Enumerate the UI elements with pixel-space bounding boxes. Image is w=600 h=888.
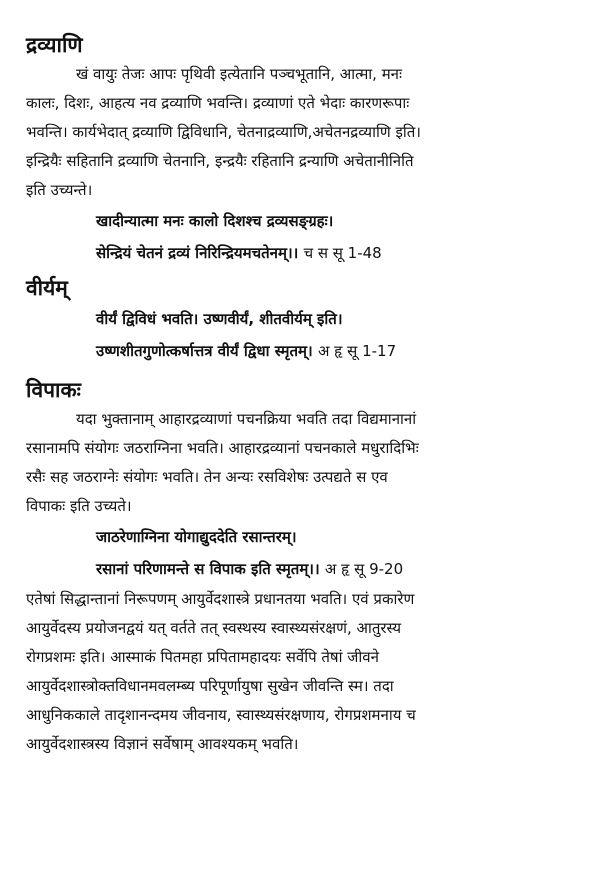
text-line: कालः, दिशः, आहत्य नव द्रव्याणि भवन्ति। द्रव्याणां एते भेदाः कारणरूपाः	[26, 94, 410, 112]
text-line: आयुर्वेदशास्त्रोक्तविधानमवलम्ब्य परिपूर्णायुषा सुखेन जीवन्ति स्म। तदा	[26, 677, 394, 695]
text-line: आधुनिककाले तादृशानन्दमय जीवनाय, स्वास्थ्यसंरक्षणाय, रोगप्रशमनाय च	[26, 706, 416, 724]
heading-viryam: वीर्यम्	[26, 276, 68, 300]
paragraph-vipaka	[26, 405, 574, 521]
verse-text: सेन्द्रियं चेतनं द्रव्यं निरिन्द्रियमचतेनम्।।	[96, 244, 299, 262]
paragraph-closing	[26, 585, 574, 759]
text-line: एतेषां सिद्धान्तानां निरूपणम् आयुर्वेदशास्त्रे प्रधानतया भवति। एवं प्रकारेण	[26, 590, 415, 608]
verse-line: जाठरेणाग्निना योगाद्युददेति रसान्तरम्।	[96, 528, 297, 546]
paragraph-dravyani	[26, 60, 574, 205]
text-line: आयुर्वेदस्य प्रयोजनद्वयं यत् वर्तते तत् स्वस्थस्य स्वास्थ्यसंरक्षणं, आतुरस्य	[26, 619, 402, 637]
text-line: रसैः सह जठराग्नेः संयोगः भवति। तेन अन्यः रसविशेषः उत्पद्यते स एव	[26, 468, 388, 486]
verse-text: रसानां परिणामन्ते स विपाक इति स्मृतम्।।	[96, 560, 320, 578]
text-line: खं वायुः तेजः आपः पृथिवी इत्येतानि पञ्चभूतानि, आत्मा, मनः	[76, 65, 403, 83]
verse-reference: अ हृ सू 1-17	[317, 342, 397, 360]
verse-line-with-ref	[96, 335, 574, 367]
verse-line-with-ref	[96, 237, 574, 269]
verse-line: खादीन्यात्मा मनः कालो दिशश्च द्रव्यसङ्ग्रहः।	[96, 212, 334, 230]
text-line: रोगप्रशमः इति। आस्माकं पितमहा प्रपितामहादयः सर्वेपि तेषां जीवने	[26, 648, 379, 666]
text-line: इति उच्यन्ते।	[26, 181, 93, 199]
text-line: यदा भुक्तानाम् आहारद्रव्याणां पचनक्रिया भवति तदा विद्यमानानां	[76, 410, 417, 428]
verse-line: वीर्यं द्विविधं भवति। उष्णवीर्यं, शीतवीर्यम् इति।	[96, 310, 343, 328]
text-line: विपाकः इति उच्यते।	[26, 497, 132, 515]
text-line: इन्द्रियैः सहितानि द्रव्याणि चेतनानि, इन्द्रयैः रहितानि द्रन्याणि अचेतानीनिति	[26, 152, 414, 170]
text-line: भवन्ति। कार्यभेदात् द्रव्याणि द्विविधानि, चेतनाद्रव्याणि,अचेतनद्रव्याणि इति।	[26, 123, 421, 141]
heading-vipaka: विपाकः	[26, 378, 81, 402]
text-line: आयुर्वेदशास्त्रस्य विज्ञानं सर्वेषाम् आवश्यकम् भवति।	[26, 735, 299, 753]
verse-text: उष्णशीतगुणोत्कर्षात्तत्र वीर्यं द्विधा स्मृतम्।	[96, 342, 313, 360]
verse-reference: च स सू 1-48	[303, 244, 382, 262]
verse-line-with-ref	[96, 553, 574, 585]
verse-reference: अ हृ सू 9-20	[324, 560, 404, 578]
text-line: रसानामपि संयोगः जठराग्निना भवति। आहारद्रव्यानां पचनकाले मधुरादिभिः	[26, 439, 419, 457]
heading-dravyani: द्रव्याणि	[26, 33, 83, 57]
